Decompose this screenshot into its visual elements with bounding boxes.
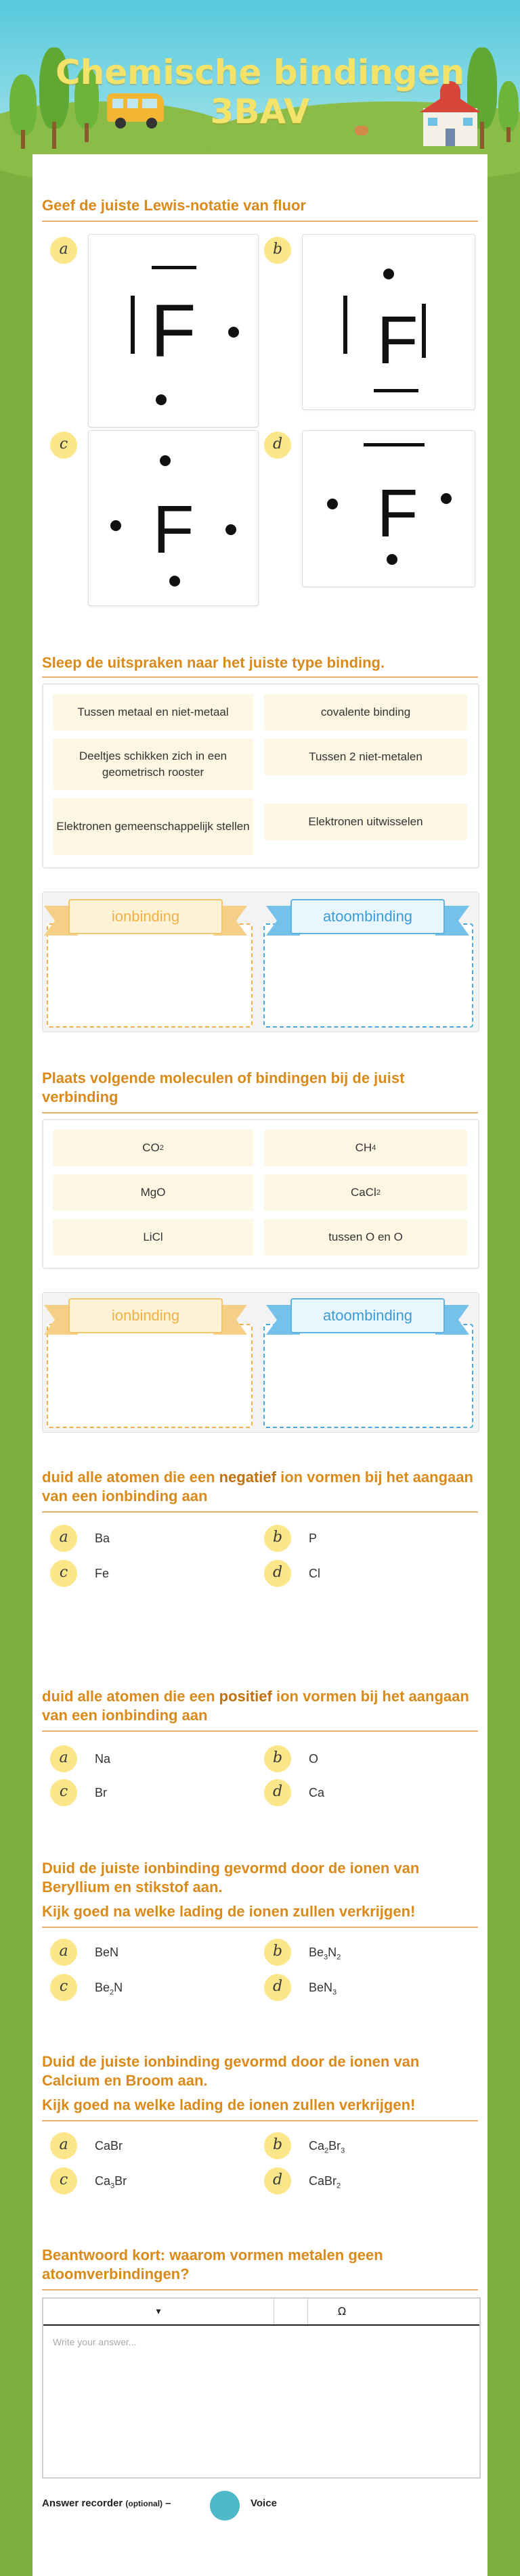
option-c-text[interactable]: Br	[95, 1786, 107, 1799]
draggable-item[interactable]: tussen O en O	[264, 1219, 467, 1256]
divider	[42, 221, 478, 222]
option-b-badge[interactable]: b	[264, 237, 291, 264]
option-a-text[interactable]: Na	[95, 1752, 111, 1766]
question-title: duid alle atomen die een positief ion vormen bij het aangaan van een ionbinding aan	[42, 1688, 469, 1724]
question-title: duid alle atomen die een negatief ion vormen bij het aangaan van een ionbinding aan	[42, 1469, 473, 1504]
question-title: Sleep de uitspraken naar het juiste type binding.	[42, 654, 385, 671]
editor-toolbar	[43, 2299, 479, 2326]
draggable-item[interactable]: MgO	[53, 1174, 253, 1211]
draggable-item[interactable]: CO 2	[53, 1130, 253, 1166]
answer-textarea[interactable]	[42, 2297, 481, 2479]
drag-items-panel	[42, 683, 479, 869]
option-d-badge[interactable]: d	[264, 2167, 291, 2194]
option-c-badge[interactable]: c	[50, 432, 77, 459]
drop-area	[42, 1292, 479, 1433]
special-characters-button[interactable]: Ω	[307, 2299, 376, 2324]
draggable-item[interactable]: covalente binding	[264, 694, 467, 731]
ionbinding-drop-zone[interactable]	[47, 923, 253, 1028]
option-a-image[interactable]	[88, 234, 259, 428]
option-c-image[interactable]	[88, 430, 259, 606]
option-b-text[interactable]: O	[309, 1752, 319, 1766]
divider	[42, 1511, 478, 1513]
atoombinding-drop-zone[interactable]	[263, 1324, 473, 1428]
question-subtitle: Kijk goed na welke lading de ionen zullen verkrijgen!	[42, 1903, 416, 1920]
divider	[42, 676, 478, 678]
atoombinding-label: atoombinding	[266, 899, 469, 932]
option-d-image[interactable]	[302, 430, 475, 587]
lewis-structure-image	[303, 431, 475, 586]
option-b-badge[interactable]: b	[264, 1525, 291, 1552]
option-d-text[interactable]: Ca	[309, 1786, 325, 1799]
option-d-badge[interactable]: d	[264, 1560, 291, 1587]
divider	[42, 1730, 478, 1732]
option-a-badge[interactable]: a	[50, 2132, 77, 2159]
lewis-structure-image	[303, 235, 475, 409]
voice-label: Voice	[251, 2498, 277, 2509]
option-d-text[interactable]: Cl	[309, 1567, 320, 1580]
element-symbol: F	[376, 476, 418, 551]
option-b-image[interactable]	[302, 234, 475, 410]
option-a-text[interactable]: BeN	[95, 1946, 119, 1959]
drop-area	[42, 892, 479, 1032]
ionbinding-label: ionbinding	[44, 1298, 247, 1331]
divider	[42, 2120, 478, 2121]
page-title: Chemische bindingen 3BAV	[55, 53, 465, 131]
option-b-text[interactable]: $Ca_2Br_3$	[309, 2139, 345, 2155]
option-c-text[interactable]: $Ca_3Br$	[95, 2174, 127, 2190]
option-b-badge[interactable]: b	[264, 1939, 291, 1966]
draggable-item[interactable]: LiCl	[53, 1219, 253, 1256]
option-c-badge[interactable]: c	[50, 1974, 77, 2001]
option-a-badge[interactable]: a	[50, 1745, 77, 1772]
draggable-item[interactable]: Tussen 2 niet-metalen	[264, 739, 467, 775]
drag-items-panel	[42, 1119, 479, 1269]
draggable-item[interactable]: Elektronen uitwisselen	[264, 804, 467, 840]
option-c-badge[interactable]: c	[50, 2167, 77, 2194]
question-title: Geef de juiste Lewis-notatie van fluor	[42, 197, 306, 214]
option-a-text[interactable]: Ba	[95, 1532, 110, 1545]
question-title: Duid de juiste ionbinding gevormd door de ionen van Calcium en Broom aan.	[42, 2053, 420, 2089]
option-d-text[interactable]: BeN$_3$	[309, 1981, 337, 1997]
option-a-badge[interactable]: a	[50, 1939, 77, 1966]
question-subtitle: Kijk goed na welke lading de ionen zullen verkrijgen!	[42, 2096, 416, 2113]
option-d-text[interactable]: CaBr$_2$	[309, 2174, 341, 2190]
draggable-item[interactable]: Elektronen gemeenschappelijk stellen	[53, 798, 253, 855]
answer-placeholder: Write your answer...	[53, 2337, 137, 2347]
option-d-badge[interactable]: d	[264, 1974, 291, 2001]
element-symbol: F	[152, 492, 194, 568]
option-c-text[interactable]: Fe	[95, 1567, 110, 1580]
question-title: Duid de juiste ionbinding gevormd door de ionen van Beryllium en stikstof aan.	[42, 1860, 420, 1895]
option-a-badge[interactable]: a	[50, 237, 77, 264]
draggable-item[interactable]: CH 4	[264, 1130, 467, 1166]
option-b-badge[interactable]: b	[264, 2132, 291, 2159]
element-symbol: F	[376, 302, 418, 378]
option-d-badge[interactable]: d	[264, 1779, 291, 1806]
option-c-text[interactable]: $Be_2N$	[95, 1981, 123, 1997]
option-b-text[interactable]: P	[309, 1532, 318, 1545]
option-a-badge[interactable]: a	[50, 1525, 77, 1552]
ionbinding-drop-zone[interactable]	[47, 1324, 253, 1428]
format-dropdown[interactable]: ▾	[43, 2299, 274, 2324]
answer-recorder-label: Answer recorder (optional) –	[42, 2498, 171, 2509]
draggable-item[interactable]: Deeltjes schikken zich in een geometrisch rooster	[53, 739, 253, 790]
option-c-badge[interactable]: c	[50, 1560, 77, 1587]
element-symbol: F	[150, 290, 196, 373]
divider	[42, 1112, 478, 1113]
voice-record-button[interactable]	[210, 2491, 240, 2521]
draggable-item[interactable]: Tussen metaal en niet-metaal	[53, 694, 253, 731]
draggable-item[interactable]: CaCl 2	[264, 1174, 467, 1211]
divider	[42, 2289, 478, 2291]
atoombinding-label: atoombinding	[266, 1298, 469, 1331]
option-d-badge[interactable]: d	[264, 432, 291, 459]
option-b-badge[interactable]: b	[264, 1745, 291, 1772]
atoombinding-drop-zone[interactable]	[263, 923, 473, 1028]
lewis-structure-image	[89, 235, 258, 427]
option-b-text[interactable]: $Be_3N_2$	[309, 1946, 341, 1962]
ionbinding-label: ionbinding	[44, 899, 247, 932]
divider	[42, 1927, 478, 1928]
question-title: Beantwoord kort: waarom vormen metalen geen atoomverbindingen?	[42, 2247, 383, 2282]
question-title: Plaats volgende moleculen of bindingen bij de juist verbinding	[42, 1070, 405, 1105]
option-c-badge[interactable]: c	[50, 1779, 77, 1806]
lewis-structure-image	[89, 431, 258, 605]
option-a-text[interactable]: CaBr	[95, 2139, 123, 2153]
